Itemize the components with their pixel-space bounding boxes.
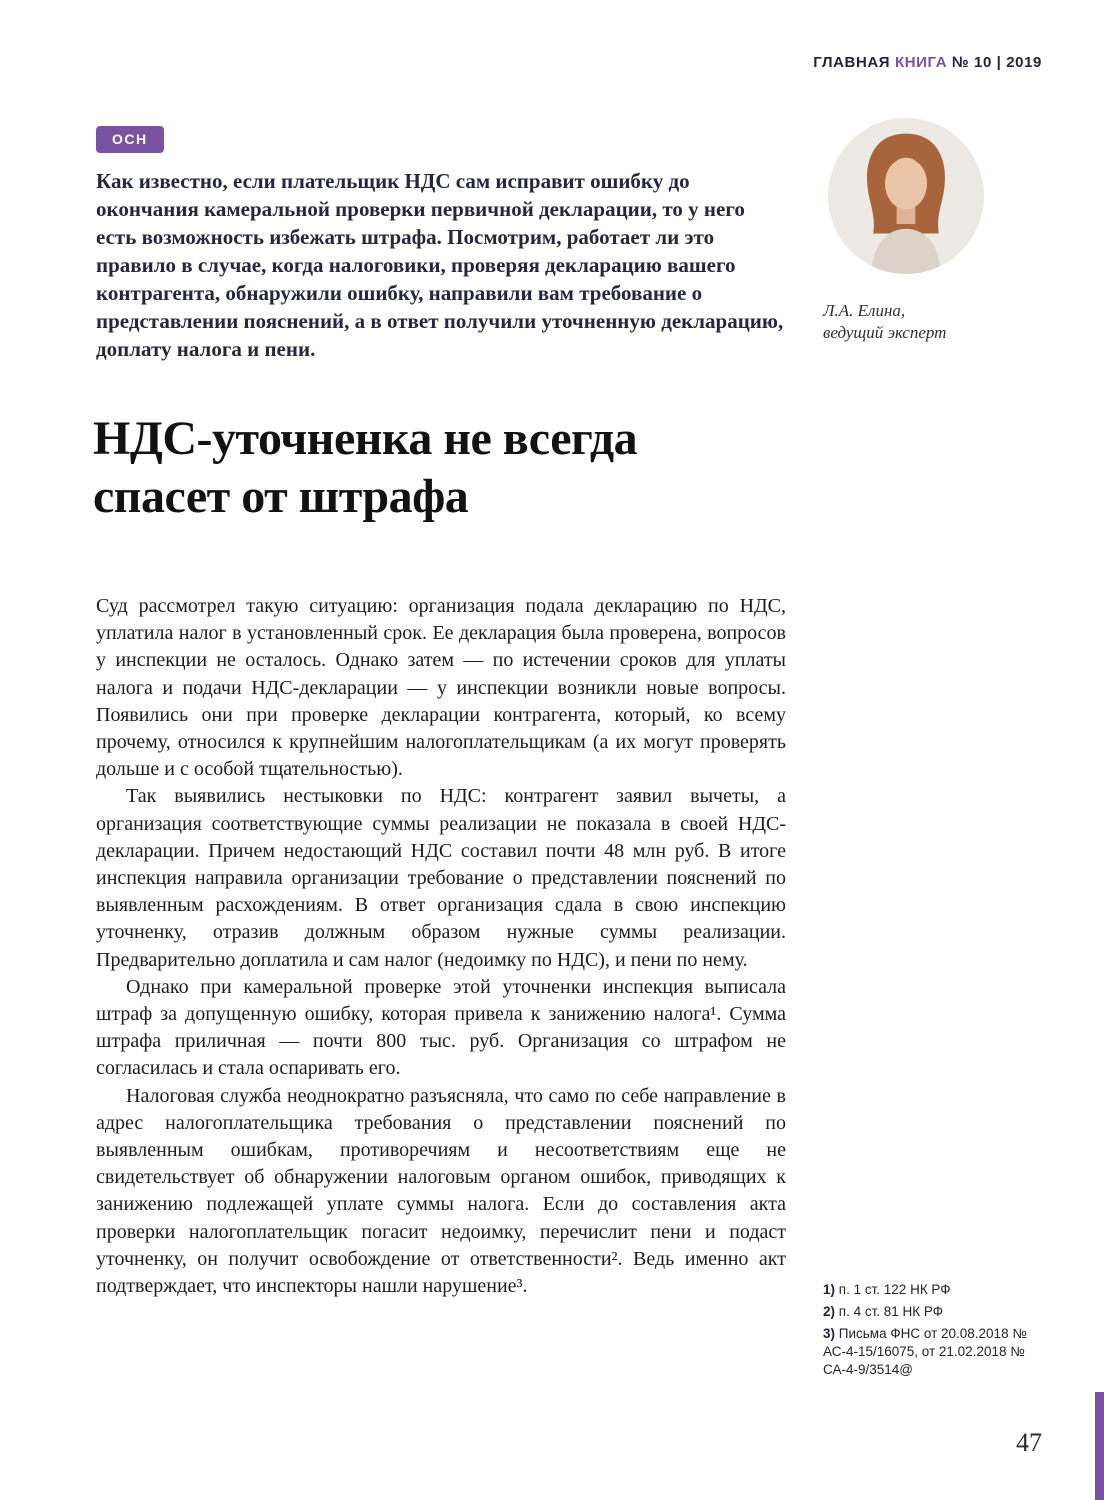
author-caption — [823, 300, 946, 344]
magazine-title-accent: КНИГА — [894, 54, 948, 71]
author-photo — [828, 118, 984, 274]
article-body — [96, 593, 786, 1300]
page-edge-accent-bar — [1095, 1392, 1104, 1500]
footnotes-block — [823, 1281, 1045, 1383]
lead-paragraph: Как известно, если плательщик НДС сам исправит ошибку до окончания камеральной проверки первичной декларации, то у него есть возможность избежать штрафа. Посмотрим, работает ли это правило в случае, когда налоговики, проверяя декларацию вашего контрагента, обнаружили ошибку, направили вам требование о представлении пояснений, а в ответ получили уточненную декларацию, доплату налога и пени. — [96, 169, 784, 361]
footnote-text: п. 4 ст. 81 НК РФ — [838, 1304, 944, 1319]
body-paragraph: Налоговая служба неоднократно разъясняла, что само по себе направление в адрес налогоплательщика требования о представлении пояснений по выявленным ошибкам, противоречиям и несоответствиям еще не свидетельствует об обнаружении налоговым органом ошибок, приводящих к занижению подлежащей уплате суммы налога. Если до составления акта проверки налогоплательщик погасит недоимку, перечислит пени и подаст уточненку, он получит освобождение от ответственности². Ведь именно акт подтверждает, что инспекторы нашли нарушение³. — [96, 1084, 786, 1298]
footnote-text: Письма ФНС от 20.08.2018 № АС-4-15/16075, от 21.02.2018 № СА-4-9/3514@ — [823, 1326, 1027, 1377]
body-paragraph: Однако при камеральной проверке этой уточненки инспекция выписала штраф за допущенную ошибку, которая привела к занижению налога¹. Сумма штрафа приличная — почти 800 тыс. руб. Организация со штрафом не согласилась и стала оспаривать его. — [96, 975, 786, 1080]
author-name: Л.А. Елина, — [823, 301, 906, 320]
footnote — [823, 1325, 1045, 1379]
body-paragraph: Так выявились нестыковки по НДС: контрагент заявил вычеты, а организация соответствующие суммы реализации не показала в своей НДС-декларации. Причем недостающий НДС составил почти 48 млн руб. В итоге инспекция направила организации требование о представлении пояснений по выявленным расхождениям. В ответ организация сдала в свою инспекцию уточненку, отразив должным образом нужные суммы реализации. Предварительно доплатила и сам налог (недоимку по НДС), и пени по нему. — [96, 785, 786, 971]
article-headline — [93, 410, 637, 526]
footnote — [823, 1303, 1045, 1321]
tax-regime-badge: ОСН — [96, 126, 164, 153]
issue-number: № 10 | 2019 — [951, 54, 1042, 71]
page-header — [813, 54, 1042, 71]
headline-line2: спасет от штрафа — [93, 470, 469, 523]
footnote-number: 3) — [823, 1326, 836, 1341]
headline-line1: НДС-уточненка не всегда — [93, 412, 638, 465]
page-number: 47 — [1016, 1428, 1042, 1457]
footnote-number: 1) — [823, 1282, 836, 1297]
body-paragraph: Суд рассмотрел такую ситуацию: организация подала декларацию по НДС, уплатила налог в установленный срок. Ее декларация была проверена, вопросов у инспекции не осталось. Однако затем — по истечении сроков для уплаты налога и подачи НДС-декларации — у инспекции возникли новые вопросы. Появились они при проверке декларации контрагента, который, ко всему прочему, относился к крупнейшим налогоплательщикам (а их могут проверять дольше и с особой тщательностью). — [96, 595, 786, 781]
magazine-title-main: ГЛАВНАЯ — [813, 54, 891, 71]
author-role: ведущий эксперт — [823, 323, 947, 342]
footnote — [823, 1281, 1045, 1299]
footnote-number: 2) — [823, 1304, 836, 1319]
footnote-text: п. 1 ст. 122 НК РФ — [838, 1282, 951, 1297]
author-photo-placeholder — [828, 118, 984, 274]
